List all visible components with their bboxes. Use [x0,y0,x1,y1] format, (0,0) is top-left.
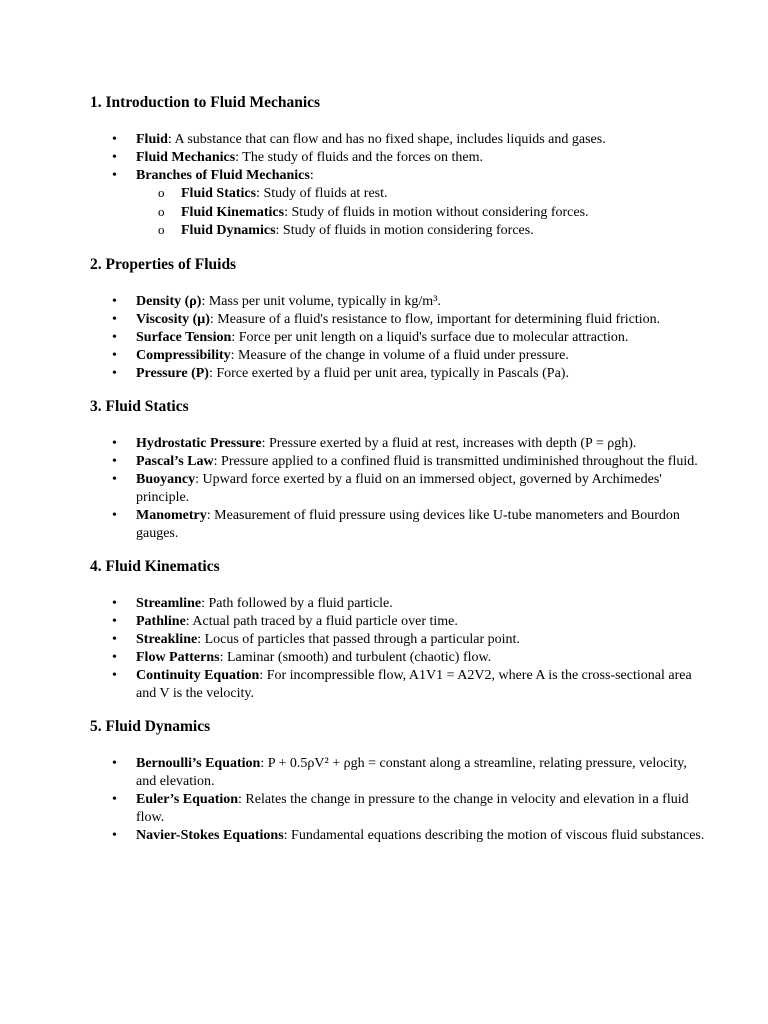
sub-bullet-list [136,185,708,241]
item-text: : Upward force exerted by a fluid on an immersed object, governed by Archimedes' principle. [136,471,662,505]
item-text: : P + 0.5ρV² + ρgh = constant along a streamline, relating pressure, velocity, and elevation. [136,755,687,789]
item-text: : Measure of the change in volume of a fluid under pressure. [230,347,569,363]
item-term: Surface Tension [136,329,232,345]
bullet-list [90,435,708,543]
item-term: Fluid Statics [181,186,257,201]
list-item [90,827,708,845]
sub-list-item [136,185,708,204]
section-intro [90,93,708,241]
bullet-list [90,595,708,703]
list-item [90,311,708,329]
list-item [90,755,708,791]
section-statics [90,397,708,543]
item-term: Streakline [136,631,198,647]
item-term: Fluid Kinematics [181,204,285,220]
item-text: : Pressure exerted by a fluid at rest, increases with depth (P = ρgh). [261,435,637,451]
item-term: Fluid [136,132,168,147]
list-item [90,435,708,453]
section-heading: 4. Fluid Kinematics [90,557,220,575]
list-item [90,149,708,167]
item-term: Fluid Dynamics [181,223,276,238]
bullet-list [90,293,708,383]
item-term: Euler’s Equation [136,791,239,807]
list-item [90,131,708,149]
section-heading: 2. Properties of Fluids [90,255,237,273]
item-text: : The study of fluids and the forces on them. [235,150,483,165]
sub-list-item [136,222,708,241]
item-term: Compressibility [136,347,231,363]
list-item [90,347,708,365]
item-text: : Path followed by a fluid particle. [201,595,393,611]
item-text: : Actual path traced by a fluid particle over time. [185,613,458,629]
section-dynamics [90,717,708,845]
list-item [90,293,708,311]
list-item [90,631,708,649]
list-item [90,613,708,631]
item-term: Flow Patterns [136,649,220,665]
item-term: Branches of Fluid Mechanics [136,168,310,183]
item-term: Manometry [136,507,207,523]
item-text: : Laminar (smooth) and turbulent (chaotic) flow. [219,649,492,665]
item-text: : Study of fluids at rest. [256,186,388,201]
list-item [90,167,708,241]
section-heading: 5. Fluid Dynamics [90,717,211,735]
item-text: : A substance that can flow and has no fixed shape, includes liquids and gases. [167,132,606,147]
item-text: : For incompressible flow, A1V1 = A2V2, where A is the cross-sectional area and V is the velocity. [136,667,692,701]
item-term: Fluid Mechanics [136,150,236,165]
bullet-list [90,755,708,845]
sub-list-item [136,204,708,223]
item-text: : Measure of a fluid's resistance to flow, important for determining fluid friction. [209,311,661,327]
item-text: : Force exerted by a fluid per unit area, typically in Pascals (Pa). [208,365,569,381]
item-text: : Relates the change in pressure to the change in velocity and elevation in a fluid flow. [136,791,689,825]
list-item [90,507,708,543]
bullet-list [90,131,708,241]
item-term: Streamline [136,595,202,611]
item-text: : Fundamental equations describing the motion of viscous fluid substances. [283,827,705,843]
list-item [90,595,708,613]
item-text: : Study of fluids in motion without considering forces. [284,204,589,220]
list-item [90,649,708,667]
item-term: Density (ρ) [136,293,202,309]
item-text: : Study of fluids in motion considering forces. [275,223,534,238]
item-term: Pressure (P) [136,365,209,381]
list-item [90,791,708,827]
item-term: Buoyancy [136,471,196,487]
item-text: : Force per unit length on a liquid's surface due to molecular attraction. [231,329,629,345]
item-term: Continuity Equation [136,667,260,683]
item-text: : Locus of particles that passed through a particular point. [197,631,520,647]
list-item [90,471,708,507]
item-text: : [309,168,314,183]
list-item [90,365,708,383]
list-item [90,329,708,347]
section-heading: 1. Introduction to Fluid Mechanics [90,94,321,111]
item-term: Viscosity (μ) [136,311,210,327]
item-text: : Mass per unit volume, typically in kg/m³. [201,293,441,309]
list-item [90,667,708,703]
item-term: Pascal’s Law [136,453,214,469]
section-kinematics [90,557,708,703]
item-text: : Pressure applied to a confined fluid is transmitted undiminished throughout the fluid. [213,453,698,469]
item-term: Hydrostatic Pressure [136,435,262,451]
item-term: Bernoulli’s Equation [136,755,261,771]
section-properties [90,255,708,383]
list-item [90,453,708,471]
item-term: Pathline [136,613,186,629]
section-heading: 3. Fluid Statics [90,397,189,415]
item-text: : Measurement of fluid pressure using devices like U-tube manometers and Bourdon gauges. [136,507,680,541]
item-term: Navier-Stokes Equations [136,827,284,843]
